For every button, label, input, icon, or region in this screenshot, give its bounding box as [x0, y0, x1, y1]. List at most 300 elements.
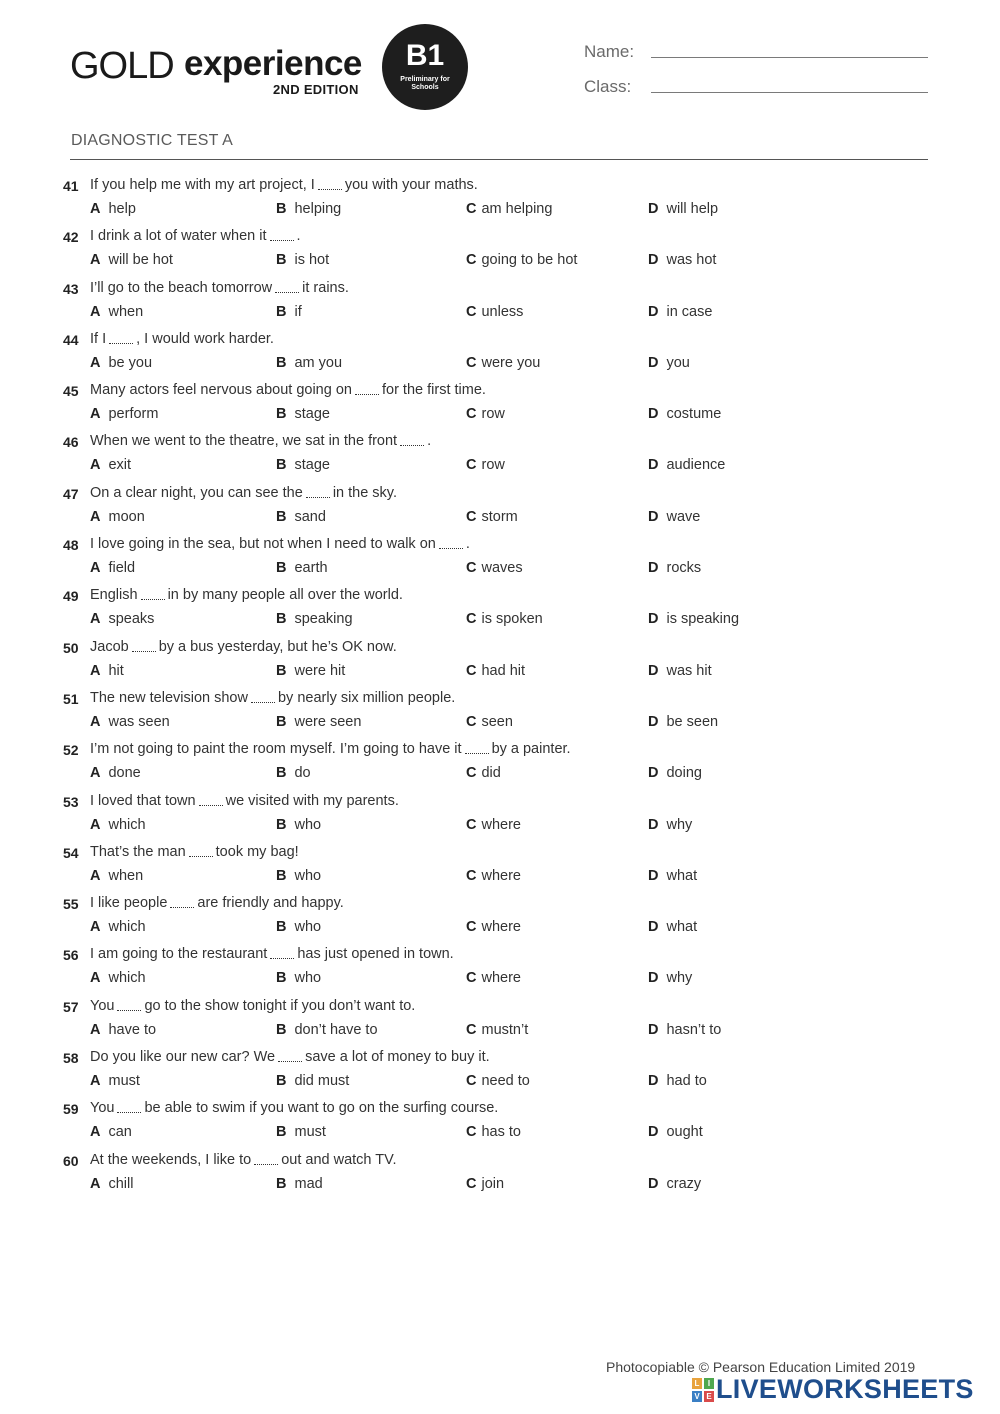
- option-letter: D: [648, 816, 659, 833]
- question-text-after: .: [296, 228, 301, 245]
- option-letter: D: [648, 354, 659, 371]
- option-a[interactable]: [90, 1176, 133, 1192]
- option-text: what: [666, 867, 698, 884]
- option-letter: C: [466, 457, 477, 474]
- edition-label: 2ND EDITION: [273, 82, 359, 97]
- question-text: [90, 382, 486, 398]
- option-letter: B: [276, 765, 287, 782]
- option-text: was seen: [108, 713, 170, 730]
- question-number: 53: [63, 793, 79, 810]
- option-b[interactable]: [276, 457, 330, 473]
- question-text-after: go to the show tonight if you don’t want to.: [144, 997, 416, 1014]
- option-letter: A: [90, 919, 101, 936]
- question-text-before: Do you like our new car? We: [90, 1049, 276, 1066]
- option-text: done: [108, 765, 141, 782]
- answer-gap[interactable]: [189, 855, 213, 857]
- option-text: was hit: [666, 662, 712, 679]
- question-text-before: When we went to the theatre, we sat in the front: [90, 433, 398, 450]
- option-letter: B: [276, 1021, 287, 1038]
- option-letter: B: [276, 1073, 287, 1090]
- option-letter: A: [90, 662, 101, 679]
- logo-gold: GOLD: [70, 45, 174, 87]
- option-text: which: [108, 816, 146, 833]
- option-text: had hit: [481, 662, 526, 679]
- option-letter: A: [90, 970, 101, 987]
- option-d[interactable]: [648, 1073, 707, 1089]
- option-text: was hot: [666, 252, 717, 269]
- question-number: 59: [63, 1101, 79, 1118]
- option-letter: A: [90, 1073, 101, 1090]
- option-letter: C: [466, 919, 477, 936]
- option-letter: D: [648, 765, 659, 782]
- option-d[interactable]: [648, 714, 718, 730]
- option-a[interactable]: [90, 714, 170, 730]
- option-b[interactable]: [276, 919, 321, 935]
- option-a[interactable]: [90, 817, 146, 833]
- option-letter: A: [90, 816, 101, 833]
- answer-gap[interactable]: [170, 906, 194, 908]
- option-text: hasn’t to: [666, 1021, 722, 1038]
- option-d[interactable]: [648, 304, 712, 320]
- option-text: perform: [108, 406, 159, 423]
- answer-gap[interactable]: [251, 701, 275, 703]
- question-text: [90, 741, 571, 757]
- option-letter: A: [90, 201, 101, 217]
- option-letter: A: [90, 354, 101, 371]
- option-letter: C: [466, 354, 477, 371]
- question-text: [90, 998, 415, 1014]
- option-d[interactable]: [648, 817, 692, 833]
- option-c[interactable]: [466, 457, 505, 473]
- question-text-before: On a clear night, you can see the: [90, 484, 303, 501]
- liveworksheets-brand: LIVEWORKSHEETS: [716, 1374, 974, 1404]
- question-number: 56: [63, 947, 79, 964]
- option-d[interactable]: [648, 201, 718, 217]
- brand-square: I: [704, 1378, 714, 1389]
- answer-gap[interactable]: [439, 547, 463, 549]
- option-b[interactable]: [276, 355, 342, 371]
- option-text: mad: [294, 1175, 323, 1192]
- brand-square: E: [704, 1391, 714, 1402]
- question-number: 43: [63, 280, 79, 297]
- option-letter: D: [648, 457, 659, 474]
- option-a[interactable]: [90, 560, 135, 576]
- option-d[interactable]: [648, 252, 716, 268]
- class-label: Class:: [584, 77, 632, 96]
- question-item: [0, 535, 1000, 586]
- option-c[interactable]: [466, 406, 505, 422]
- question-item: [0, 997, 1000, 1048]
- option-c[interactable]: [466, 868, 521, 884]
- option-d[interactable]: [648, 560, 701, 576]
- option-text: field: [108, 560, 136, 577]
- option-a[interactable]: [90, 765, 141, 781]
- option-c[interactable]: [466, 560, 523, 576]
- question-item: [0, 279, 1000, 330]
- option-b[interactable]: [276, 663, 345, 679]
- logo-experience: experience: [184, 44, 362, 83]
- badge-subtitle: Preliminary for Schools: [400, 76, 450, 91]
- option-letter: B: [276, 303, 287, 320]
- answer-gap[interactable]: [278, 1060, 302, 1062]
- option-text: why: [666, 816, 693, 833]
- option-letter: D: [648, 303, 659, 320]
- question-text-after: has just opened in town.: [297, 946, 454, 963]
- answer-gap[interactable]: [270, 957, 294, 959]
- option-letter: C: [466, 1073, 477, 1090]
- option-b[interactable]: [276, 817, 321, 833]
- option-c[interactable]: [466, 765, 501, 781]
- option-text: need to: [481, 1073, 530, 1090]
- option-letter: B: [276, 457, 287, 474]
- option-d[interactable]: [648, 1022, 721, 1038]
- option-letter: D: [648, 201, 659, 217]
- question-text-after: we visited with my parents.: [225, 792, 399, 809]
- option-letter: B: [276, 816, 287, 833]
- option-text: who: [294, 919, 322, 936]
- answer-gap[interactable]: [400, 444, 424, 446]
- option-c[interactable]: [466, 1176, 504, 1192]
- option-text: helping: [294, 201, 342, 217]
- option-b[interactable]: [276, 252, 329, 268]
- option-text: speaks: [108, 611, 155, 628]
- option-letter: B: [276, 970, 287, 987]
- option-b[interactable]: [276, 868, 321, 884]
- question-text: [90, 433, 431, 449]
- option-letter: A: [90, 713, 101, 730]
- option-d[interactable]: [648, 1176, 701, 1192]
- option-letter: D: [648, 1175, 659, 1192]
- liveworksheets-icon: [692, 1378, 714, 1402]
- option-text: where: [481, 919, 521, 936]
- question-text-before: I drink a lot of water when it: [90, 228, 267, 245]
- question-text-before: I’m not going to paint the room myself. I’m going to have it: [90, 741, 462, 758]
- answer-gap[interactable]: [318, 188, 342, 190]
- option-text: can: [108, 1124, 132, 1141]
- answer-gap[interactable]: [117, 1111, 141, 1113]
- option-letter: C: [466, 252, 477, 269]
- option-text: when: [108, 867, 144, 884]
- question-item: [0, 792, 1000, 843]
- test-title: DIAGNOSTIC TEST A: [71, 132, 233, 149]
- option-letter: A: [90, 406, 101, 423]
- question-number: 48: [63, 537, 79, 554]
- option-text: when: [108, 303, 144, 320]
- option-letter: C: [466, 1124, 477, 1141]
- option-letter: C: [466, 201, 477, 217]
- option-text: did must: [294, 1073, 350, 1090]
- option-a[interactable]: [90, 919, 146, 935]
- option-text: were hit: [294, 662, 346, 679]
- option-text: where: [481, 867, 521, 884]
- option-letter: C: [466, 611, 477, 628]
- option-text: must: [108, 1073, 140, 1090]
- question-text-after: save a lot of money to buy it.: [305, 1049, 490, 1066]
- option-a[interactable]: [90, 663, 124, 679]
- option-letter: D: [648, 560, 659, 577]
- option-text: wave: [666, 508, 701, 525]
- option-b[interactable]: [276, 1073, 349, 1089]
- question-text-before: Jacob: [90, 638, 129, 655]
- question-text-before: Many actors feel nervous about going on: [90, 382, 352, 399]
- question-text: [90, 793, 399, 809]
- brand-square: V: [692, 1391, 702, 1402]
- option-d[interactable]: [648, 919, 697, 935]
- answer-gap[interactable]: [141, 598, 165, 600]
- option-b[interactable]: [276, 1022, 378, 1038]
- answer-gap[interactable]: [465, 752, 489, 754]
- question-item: [0, 381, 1000, 432]
- option-d[interactable]: [648, 1124, 703, 1140]
- answer-gap[interactable]: [270, 239, 294, 241]
- option-b[interactable]: [276, 304, 302, 320]
- answer-gap[interactable]: [355, 393, 379, 395]
- option-text: who: [294, 867, 322, 884]
- question-text-before: If I: [90, 330, 107, 347]
- option-letter: A: [90, 611, 101, 628]
- question-text: [90, 1152, 396, 1168]
- question-item: [0, 1048, 1000, 1099]
- option-letter: B: [276, 662, 287, 679]
- option-text: storm: [481, 508, 518, 525]
- option-text: has to: [481, 1124, 521, 1141]
- option-d[interactable]: [648, 355, 690, 371]
- option-b[interactable]: [276, 611, 353, 627]
- question-number: 41: [63, 178, 79, 194]
- option-letter: D: [648, 1021, 659, 1038]
- option-text: row: [481, 406, 505, 423]
- option-b[interactable]: [276, 714, 361, 730]
- question-text: [90, 1100, 498, 1116]
- option-letter: D: [648, 662, 659, 679]
- option-text: do: [294, 765, 311, 782]
- option-a[interactable]: [90, 1073, 140, 1089]
- question-number: 60: [63, 1152, 79, 1169]
- question-number: 44: [63, 331, 79, 348]
- option-c[interactable]: [466, 714, 513, 730]
- question-text-before: At the weekends, I like to: [90, 1151, 252, 1168]
- question-text-before: I’ll go to the beach tomorrow: [90, 279, 273, 296]
- question-text-after: in the sky.: [332, 484, 398, 501]
- option-b[interactable]: [276, 406, 330, 422]
- option-letter: A: [90, 303, 101, 320]
- option-c[interactable]: [466, 1022, 528, 1038]
- option-d[interactable]: [648, 663, 712, 679]
- answer-gap[interactable]: [109, 342, 133, 344]
- option-letter: D: [648, 970, 659, 987]
- option-text: is hot: [294, 252, 330, 269]
- option-d[interactable]: [648, 970, 692, 986]
- option-c[interactable]: [466, 252, 577, 268]
- option-a[interactable]: [90, 355, 152, 371]
- option-letter: B: [276, 867, 287, 884]
- option-text: rocks: [666, 560, 702, 577]
- option-a[interactable]: [90, 970, 146, 986]
- option-text: am helping: [481, 201, 553, 217]
- option-c[interactable]: [466, 970, 521, 986]
- question-number: 52: [63, 742, 79, 759]
- question-item: [0, 176, 1000, 227]
- option-letter: C: [466, 508, 477, 525]
- question-text-before: If you help me with my art project, I: [90, 177, 315, 193]
- option-letter: A: [90, 1021, 101, 1038]
- answer-gap[interactable]: [132, 650, 156, 652]
- option-a[interactable]: [90, 868, 143, 884]
- question-item: [0, 843, 1000, 894]
- option-letter: C: [466, 816, 477, 833]
- option-letter: D: [648, 1124, 659, 1141]
- option-text: who: [294, 970, 322, 987]
- option-d[interactable]: [648, 509, 700, 525]
- option-letter: C: [466, 765, 477, 782]
- option-text: moon: [108, 508, 145, 525]
- option-letter: B: [276, 354, 287, 371]
- answer-gap[interactable]: [275, 291, 299, 293]
- question-text-after: in by many people all over the world.: [167, 587, 403, 604]
- option-letter: C: [466, 662, 477, 679]
- question-text-after: .: [427, 433, 432, 450]
- question-text-before: I love going in the sea, but not when I need to walk on: [90, 536, 436, 553]
- question-text-before: I loved that town: [90, 792, 196, 809]
- option-text: sand: [294, 508, 326, 525]
- option-text: what: [666, 919, 698, 936]
- question-item: [0, 330, 1000, 381]
- question-item: [0, 740, 1000, 791]
- option-a[interactable]: [90, 611, 154, 627]
- option-letter: C: [466, 303, 477, 320]
- option-a[interactable]: [90, 1124, 132, 1140]
- question-text: [90, 228, 301, 244]
- question-text-before: You: [90, 1100, 115, 1117]
- option-a[interactable]: [90, 509, 145, 525]
- option-letter: C: [466, 867, 477, 884]
- question-number: 46: [63, 434, 79, 451]
- page-header: [0, 0, 1000, 170]
- question-text: [90, 587, 403, 603]
- option-a[interactable]: [90, 201, 136, 217]
- option-a[interactable]: [90, 304, 143, 320]
- question-text-after: be able to swim if you want to go on the surfing course.: [144, 1100, 499, 1117]
- option-text: which: [108, 919, 146, 936]
- badge-level: B1: [405, 39, 445, 72]
- option-c[interactable]: [466, 1124, 521, 1140]
- option-text: audience: [666, 457, 726, 474]
- question-number: 55: [63, 896, 79, 913]
- question-item: [0, 945, 1000, 996]
- option-letter: D: [648, 867, 659, 884]
- question-text: [90, 844, 299, 860]
- option-b[interactable]: [276, 1176, 323, 1192]
- question-text: [90, 331, 274, 347]
- question-text-after: by a painter.: [491, 741, 571, 758]
- option-c[interactable]: [466, 817, 521, 833]
- question-text-before: I am going to the restaurant: [90, 946, 268, 963]
- option-text: in case: [666, 303, 713, 320]
- option-text: must: [294, 1124, 326, 1141]
- question-text: [90, 946, 454, 962]
- option-b[interactable]: [276, 970, 321, 986]
- option-c[interactable]: [466, 201, 552, 217]
- option-d[interactable]: [648, 457, 725, 473]
- answer-gap[interactable]: [117, 1009, 141, 1011]
- option-c[interactable]: [466, 509, 518, 525]
- option-c[interactable]: [466, 304, 523, 320]
- answer-gap[interactable]: [254, 1163, 278, 1165]
- option-letter: D: [648, 252, 659, 269]
- option-b[interactable]: [276, 201, 341, 217]
- question-text: [90, 536, 470, 552]
- question-text: [90, 690, 455, 706]
- name-field[interactable]: [651, 57, 928, 58]
- option-text: unless: [481, 303, 524, 320]
- option-text: don’t have to: [294, 1021, 378, 1038]
- option-a[interactable]: [90, 406, 158, 422]
- question-text-after: by nearly six million people.: [277, 689, 456, 706]
- option-c[interactable]: [466, 1073, 530, 1089]
- option-d[interactable]: [648, 765, 702, 781]
- option-letter: C: [466, 1021, 477, 1038]
- option-letter: C: [466, 406, 477, 423]
- option-text: waves: [481, 560, 523, 577]
- option-c[interactable]: [466, 355, 540, 371]
- option-b[interactable]: [276, 765, 311, 781]
- option-letter: D: [648, 1073, 659, 1090]
- question-list: [0, 176, 1000, 1202]
- question-number: 51: [63, 690, 79, 707]
- option-c[interactable]: [466, 919, 521, 935]
- option-c[interactable]: [466, 611, 543, 627]
- option-b[interactable]: [276, 560, 328, 576]
- question-text: [90, 639, 397, 655]
- option-b[interactable]: [276, 509, 326, 525]
- option-text: where: [481, 816, 521, 833]
- option-text: will be hot: [108, 252, 173, 269]
- question-text: [90, 280, 349, 296]
- question-item: [0, 586, 1000, 637]
- option-a[interactable]: [90, 252, 173, 268]
- option-d[interactable]: [648, 868, 697, 884]
- question-number: 50: [63, 639, 79, 656]
- option-text: mustn’t: [481, 1021, 529, 1038]
- brand-square: L: [692, 1378, 702, 1389]
- option-b[interactable]: [276, 1124, 326, 1140]
- copyright-notice: Photocopiable © Pearson Education Limited 2019: [606, 1359, 916, 1375]
- option-text: stage: [294, 406, 330, 423]
- option-letter: D: [648, 406, 659, 423]
- option-a[interactable]: [90, 457, 131, 473]
- option-text: were you: [481, 354, 541, 371]
- option-letter: D: [648, 611, 659, 628]
- option-text: exit: [108, 457, 132, 474]
- answer-gap[interactable]: [199, 804, 223, 806]
- option-text: did: [481, 765, 501, 782]
- question-text-after: by a bus yesterday, but he’s OK now.: [158, 638, 397, 655]
- option-a[interactable]: [90, 1022, 156, 1038]
- option-d[interactable]: [648, 406, 721, 422]
- question-text-before: You: [90, 997, 115, 1014]
- answer-gap[interactable]: [306, 496, 330, 498]
- option-letter: B: [276, 508, 287, 525]
- option-text: speaking: [294, 611, 353, 628]
- option-letter: B: [276, 560, 287, 577]
- option-letter: D: [648, 508, 659, 525]
- question-item: [0, 1099, 1000, 1150]
- question-item: [0, 638, 1000, 689]
- option-letter: B: [276, 201, 287, 217]
- option-c[interactable]: [466, 663, 525, 679]
- option-d[interactable]: [648, 611, 739, 627]
- class-field[interactable]: [651, 92, 928, 93]
